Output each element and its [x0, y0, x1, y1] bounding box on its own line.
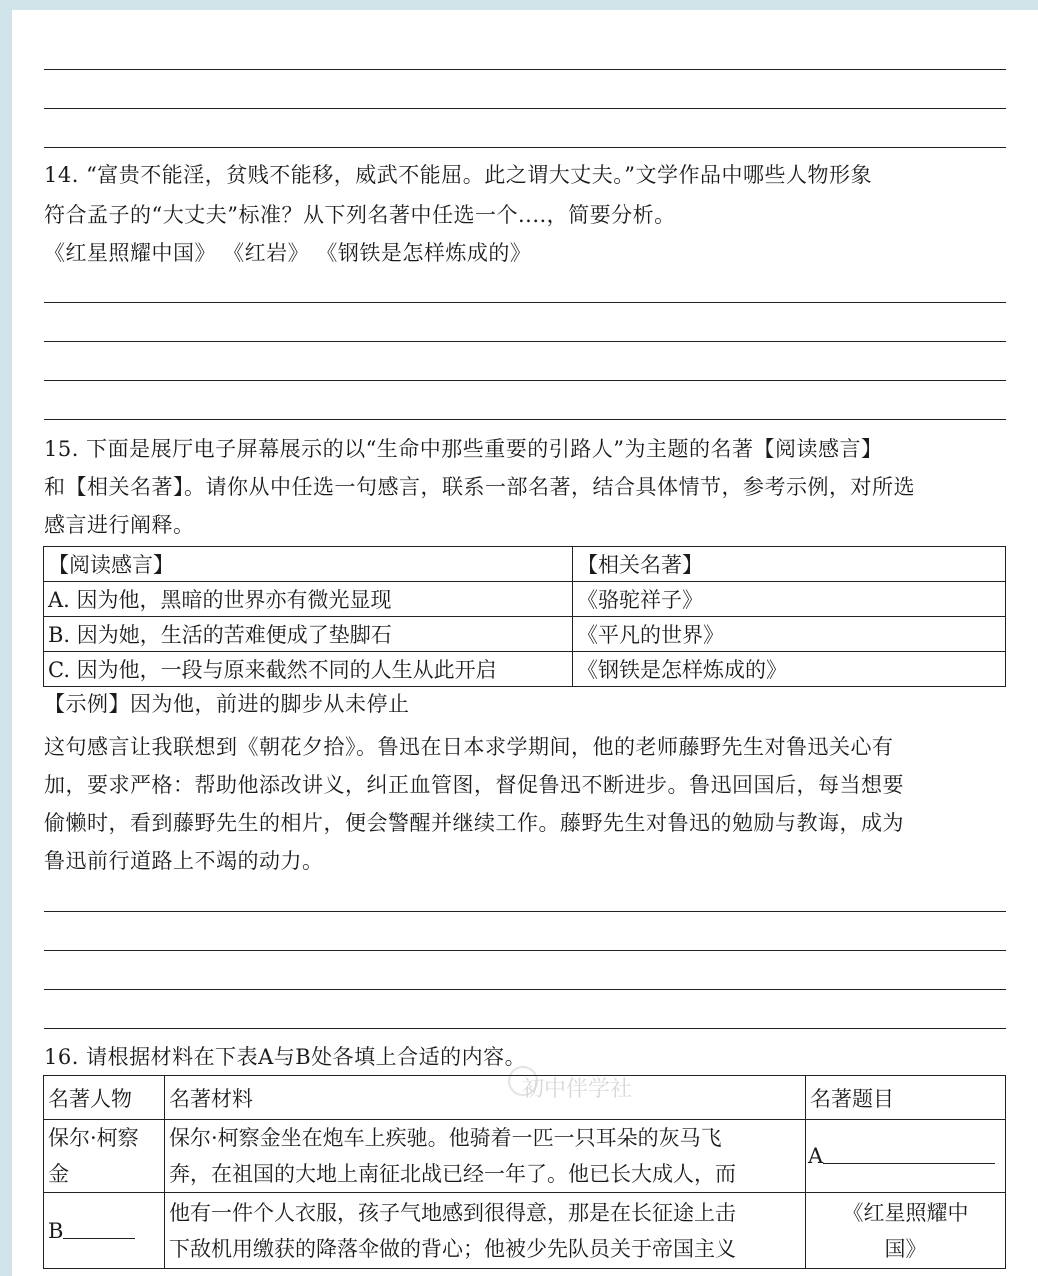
q15-example-title: 【示例】因为他，前进的脚步从未停止	[44, 692, 410, 716]
table-cell: C. 因为他，一段与原来截然不同的人生从此开启	[44, 652, 573, 687]
table-cell	[806, 1193, 1006, 1269]
table-cell: B. 因为她，生活的苦难便成了垫脚石	[44, 617, 573, 652]
q15-example-line: 偷懒时，看到藤野先生的相片，便会警醒并继续工作。藤野先生对鲁迅的勉励与教诲，成为	[44, 811, 904, 835]
watermark-text: 初中伴学社	[522, 1077, 633, 1102]
table-cell	[165, 1120, 806, 1193]
answer-line	[44, 989, 1006, 990]
table-cell	[44, 1120, 165, 1193]
answer-line	[44, 302, 1006, 303]
material-line: 下敌机用缴获的降落伞做的背心；他被少先队员关于帝国主义	[169, 1236, 736, 1261]
material-line: 保尔·柯察金坐在炮车上疾驰。他骑着一匹一只耳朵的灰马飞	[169, 1126, 722, 1150]
book-title-part: 《红星照耀中	[842, 1200, 969, 1225]
material-line: 奔，在祖国的大地上南征北战已经一年了。他已长大成人，而	[169, 1162, 736, 1186]
blank-line-b[interactable]	[63, 1238, 135, 1239]
answer-line	[44, 1028, 1006, 1029]
worksheet-page	[12, 10, 1038, 1276]
table-header: 【相关名著】	[573, 547, 1006, 582]
q16-table	[43, 1075, 1006, 1269]
q16-line1: 16. 请根据材料在下表A与B处各填上合适的内容。	[44, 1045, 527, 1069]
q15-line1: 15. 下面是展厅电子屏幕展示的以“生命中那些重要的引路人”为主题的名著【阅读感言】	[44, 437, 883, 461]
table-cell: 《平凡的世界》	[573, 617, 1006, 652]
table-cell	[165, 1193, 806, 1269]
material-line: 他有一件个人衣服，孩子气地感到很得意，那是在长征途上击	[169, 1200, 736, 1225]
blank-line-a[interactable]	[823, 1163, 995, 1164]
q15-example-line: 鲁迅前行道路上不竭的动力。	[44, 849, 324, 873]
person-name-part: 保尔·柯察	[48, 1126, 139, 1150]
q15-example-line: 这句感言让我联想到《朝花夕拾》。鲁迅在日本求学期间，他的老师藤野先生对鲁迅关心有	[44, 735, 894, 759]
q14-line2: 符合孟子的“大丈夫”标准？从下列名著中任选一个....，简要分析。	[44, 203, 676, 227]
table-cell: 《钢铁是怎样炼成的》	[573, 652, 1006, 687]
answer-line	[44, 419, 1006, 420]
q15-example-line: 加，要求严格：帮助他添改讲义，纠正血管图，督促鲁迅不断进步。鲁迅回国后，每当想要	[44, 773, 904, 797]
answer-line	[44, 341, 1006, 342]
q14-line1: 14. “富贵不能淫，贫贱不能移，威武不能屈。此之谓大丈夫。”文学作品中哪些人物形象	[44, 163, 873, 187]
table-cell: 《骆驼祥子》	[573, 582, 1006, 617]
table-header: 名著材料	[165, 1076, 806, 1120]
answer-line	[44, 147, 1006, 148]
person-name-part: 金	[48, 1162, 69, 1186]
blank-label-a: A	[808, 1144, 824, 1168]
answer-line	[44, 69, 1006, 70]
blank-label-b: B	[48, 1218, 64, 1243]
table-header: 名著题目	[806, 1076, 1006, 1120]
table-cell	[806, 1120, 1006, 1193]
q15-line2: 和【相关名著】。请你从中任选一句感言，联系一部名著，结合具体情节，参考示例，对所选	[44, 475, 915, 499]
answer-line	[44, 950, 1006, 951]
answer-line	[44, 108, 1006, 109]
answer-line	[44, 911, 1006, 912]
q14-books: 《红星照耀中国》 《红岩》 《钢铁是怎样炼成的》	[44, 241, 532, 265]
table-cell: A. 因为他，黑暗的世界亦有微光显现	[44, 582, 573, 617]
table-cell	[44, 1193, 165, 1269]
book-title-part: 国》	[884, 1236, 927, 1261]
table-header: 【阅读感言】	[44, 547, 573, 582]
q15-table	[43, 546, 1006, 687]
table-header: 名著人物	[44, 1076, 165, 1120]
answer-line	[44, 380, 1006, 381]
q15-line3: 感言进行阐释。	[44, 513, 195, 537]
